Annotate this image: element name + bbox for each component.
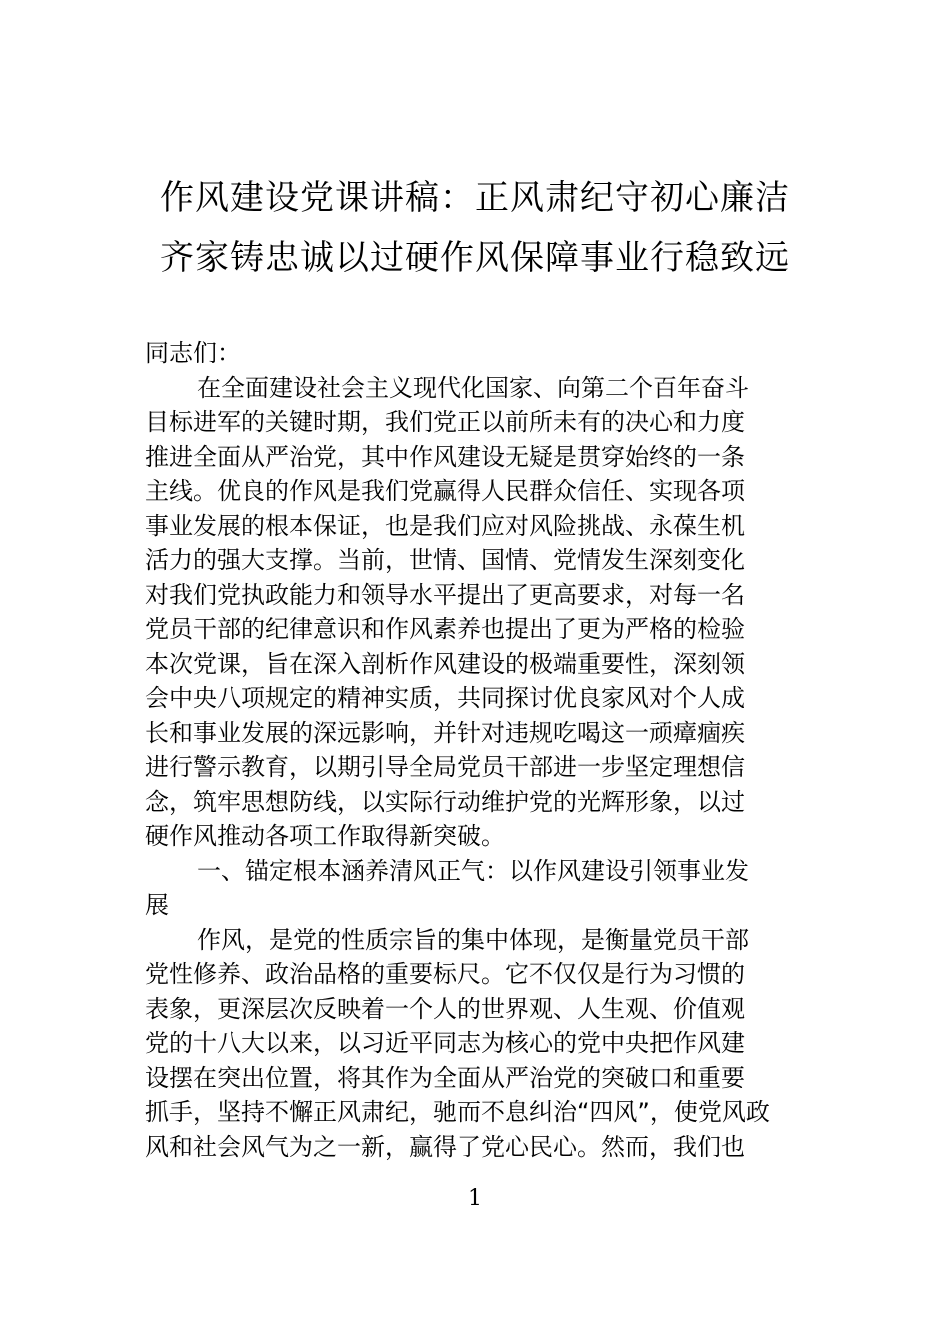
title-line-2: 齐家铸忠诚以过硬作风保障事业行稳致远 (160, 238, 790, 278)
paragraph-line: 本次党课，旨在深入剖析作风建设的极端重要性，深刻领 (145, 649, 745, 678)
paragraph-line: 在全面建设社会主义现代化国家、向第二个百年奋斗 (197, 373, 749, 402)
paragraph-line: 活力的强大支撑。当前，世情、国情、党情发生深刻变化 (145, 546, 745, 574)
paragraph-line: 表象，更深层次反映着一个人的世界观、人生观、价值观 (145, 994, 745, 1023)
paragraph-line: 进行警示教育，以期引导全局党员干部进一步坚定理想信 (145, 753, 745, 781)
paragraph-line: 党性修养、政治品格的重要标尺。它不仅仅是行为习惯的 (145, 960, 745, 988)
paragraph-line: 风和社会风气为之一新，赢得了党心民心。然而，我们也 (145, 1132, 745, 1161)
salutation: 同志们： (145, 339, 241, 367)
paragraph-line: 主线。优良的作风是我们党赢得人民群众信任、实现各项 (145, 477, 745, 505)
paragraph-line: 目标进军的关键时期，我们党正以前所未有的决心和力度 (145, 408, 745, 436)
paragraph-line: 设摆在突出位置，将其作为全面从严治党的突破口和重要 (145, 1063, 745, 1092)
paragraph-line: 党员干部的纪律意识和作风素养也提出了更为严格的检验 (145, 615, 745, 643)
paragraph-line: 推进全面从严治党，其中作风建设无疑是贯穿始终的一条 (145, 442, 745, 471)
page-number: 1 (468, 1186, 482, 1211)
paragraph-line: 硬作风推动各项工作取得新突破。 (145, 822, 505, 850)
section-heading: 展 (145, 891, 169, 919)
document-body (145, 336, 807, 1164)
paragraph-line: 作风，是党的性质宗旨的集中体现，是衡量党员干部 (197, 925, 749, 954)
document-title (140, 168, 810, 288)
paragraph-line: 对我们党执政能力和领导水平提出了更高要求，对每一名 (145, 580, 745, 609)
section-heading: 一、锚定根本涵养清风正气：以作风建设引领事业发 (197, 856, 749, 885)
paragraph-line: 会中央八项规定的精神实质，共同探讨优良家风对个人成 (145, 684, 745, 712)
paragraph-line: 党的十八大以来，以习近平同志为核心的党中央把作风建 (145, 1029, 745, 1057)
paragraph-line: 念，筑牢思想防线，以实际行动维护党的光辉形象，以过 (145, 787, 745, 816)
paragraph-line: 长和事业发展的深远影响，并针对违规吃喝这一顽瘴痼疾 (145, 718, 745, 747)
paragraph-line: 抓手，坚持不懈正风肃纪，驰而不息纠治“四风”，使党风政 (145, 1098, 770, 1126)
title-line-1: 作风建设党课讲稿：正风肃纪守初心廉洁 (160, 178, 790, 218)
paragraph-line: 事业发展的根本保证，也是我们应对风险挑战、永葆生机 (145, 511, 745, 540)
